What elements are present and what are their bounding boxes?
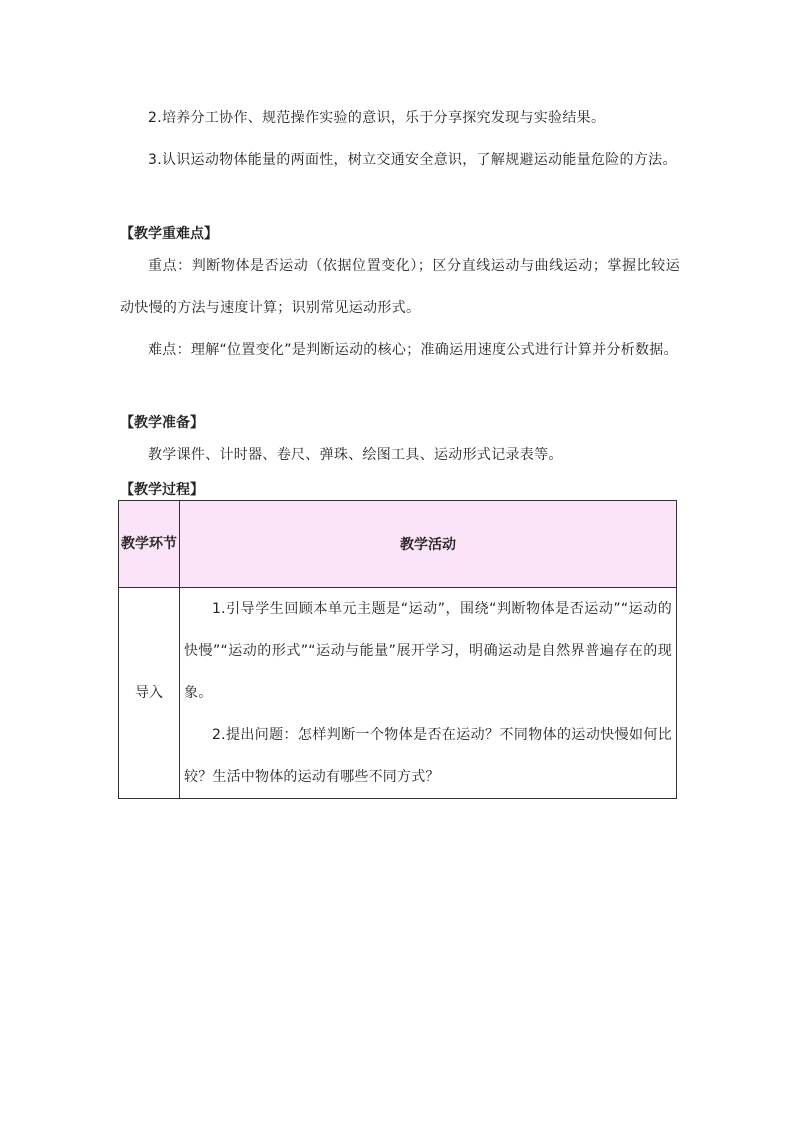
objective-item-3: 3.认识运动物体能量的两面性，树立交通安全意识，了解规避运动能量危险的方法。 [148,152,677,168]
table-header-row [119,501,677,588]
activity-item: 1.引导学生回顾本单元主题是“运动”，围绕“判断物体是否运动”“运动的快慢”“运动的形式”“运动与能量”展开学习，明确运动是自然界普遍存在的现象。 [184,601,672,701]
teaching-process-table [118,500,677,799]
activity-item: 2.提出问题：怎样判断一个物体是否在运动？不同物体的运动快慢如何比较？生活中物体的运动有哪些不同方式？ [184,727,672,785]
header-activity: 教学活动 [180,501,677,588]
stage-cell: 导入 [119,588,180,799]
key-point-difficulty: 难点：理解“位置变化”是判断运动的核心；准确运用速度公式进行计算并分析数据。 [148,342,678,358]
key-points-heading: 【教学重难点】 [120,226,218,242]
header-stage: 教学环节 [119,501,180,588]
process-heading: 【教学过程】 [120,482,204,498]
activity-cell [180,588,677,799]
preparation-text: 教学课件、计时器、卷尺、弹珠、绘图工具、运动形式记录表等。 [148,447,563,463]
table-row [119,588,677,799]
preparation-heading: 【教学准备】 [120,415,204,431]
objective-item-2: 2.培养分工协作、规范操作实验的意识，乐于分享探究发现与实验结果。 [148,110,606,126]
key-point-focus: 重点：判断物体是否运动（依据位置变化）；区分直线运动与曲线运动；掌握比较运动快慢的方法与速度计算；识别常见运动形式。 [120,258,680,316]
